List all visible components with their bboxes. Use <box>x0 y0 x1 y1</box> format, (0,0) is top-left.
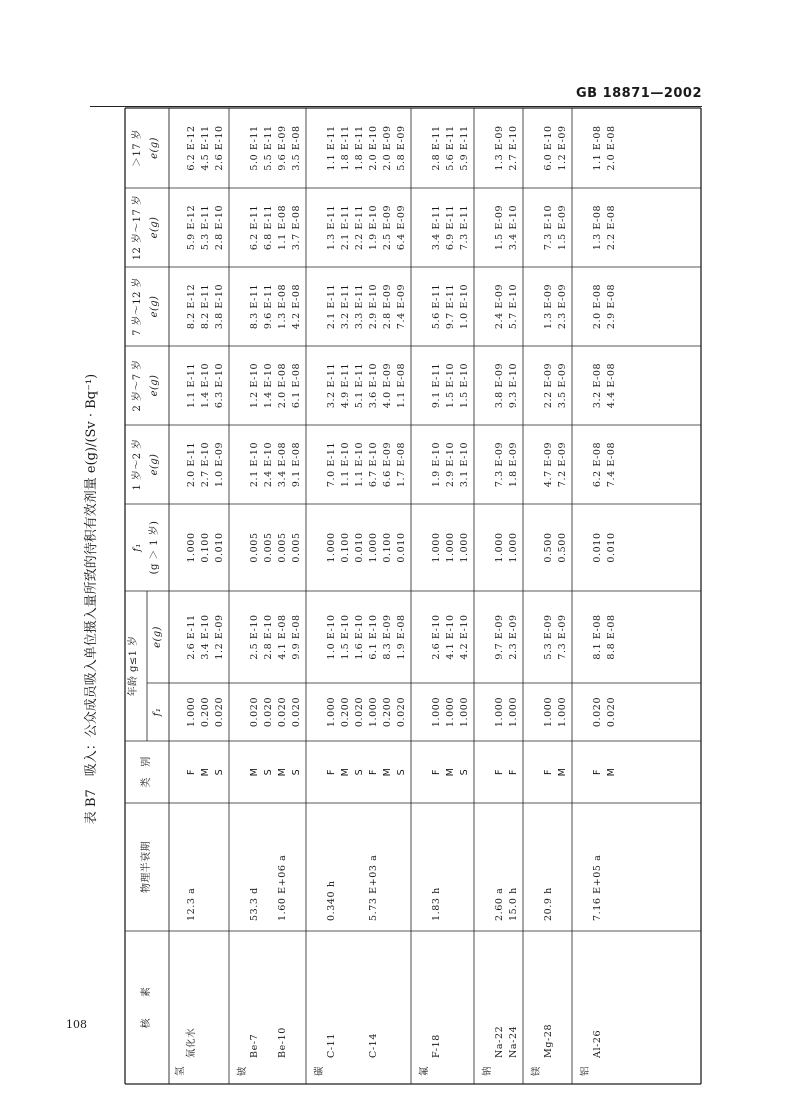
cell-half-life: 2.60 a <box>494 887 505 921</box>
header-age-12-17: 12 岁～17 岁 <box>132 194 143 261</box>
cell-f1g: 0.010 <box>354 532 365 563</box>
cell-e27: 1.5 E-10 <box>459 362 470 409</box>
cell-element: 钠 <box>482 1065 493 1076</box>
cell-category: S <box>263 768 274 776</box>
cell-e1217: 2.2 E-11 <box>354 204 365 251</box>
cell-f1: 0.020 <box>354 696 365 728</box>
cell-e27: 9.3 E-10 <box>508 362 519 409</box>
cell-e1217: 1.9 E-10 <box>368 204 379 251</box>
cell-e1217: 6.4 E-09 <box>396 204 407 251</box>
header-category: 类 别 <box>141 756 152 788</box>
cell-f1: 0.200 <box>340 696 351 728</box>
cell-e1217: 3.4 E-10 <box>508 204 519 251</box>
cell-e1217: 6.8 E-11 <box>263 204 274 251</box>
cell-f1: 0.020 <box>249 696 260 728</box>
cell-f1g: 1.000 <box>508 532 519 563</box>
cell-e1: 1.9 E-08 <box>396 614 407 660</box>
cell-e1217: 1.5 E-09 <box>494 204 505 251</box>
cell-e712: 2.8 E-09 <box>382 283 393 330</box>
cell-e1217: 7.3 E-11 <box>459 204 470 251</box>
cell-category: F <box>326 768 337 776</box>
cell-f1: 1.000 <box>368 696 379 728</box>
cell-f1: 0.200 <box>200 696 211 728</box>
cell-f1: 0.020 <box>592 696 603 728</box>
cell-e12: 7.3 E-09 <box>494 441 505 488</box>
cell-e1217: 2.5 E-09 <box>382 204 393 251</box>
cell-category: F <box>431 768 442 776</box>
cell-e12: 3.1 E-10 <box>459 441 470 488</box>
cell-e1217: 7.3 E-10 <box>543 204 554 251</box>
cell-f1g: 0.100 <box>382 532 393 563</box>
page-number: 108 <box>66 1018 87 1031</box>
cell-element: 氢 <box>175 1065 186 1076</box>
cell-e712: 1.3 E-08 <box>277 283 288 330</box>
cell-e27: 4.0 E-09 <box>382 362 393 409</box>
header-eg-12-17: e(g) <box>149 216 160 239</box>
cell-e12: 1.1 E-10 <box>354 441 365 488</box>
cell-e12: 7.0 E-11 <box>326 441 337 488</box>
cell-category: F <box>186 768 197 776</box>
header-eg-2-7: e(g) <box>149 374 160 397</box>
cell-e17: 2.8 E-11 <box>431 125 442 171</box>
cell-e12: 7.4 E-08 <box>606 441 617 488</box>
header-f1-le1: f₁ <box>152 707 163 717</box>
cell-e17: 2.0 E-10 <box>368 125 379 171</box>
cell-e12: 6.2 E-08 <box>592 441 603 488</box>
cell-f1: 1.000 <box>508 696 519 728</box>
cell-f1g: 1.000 <box>445 532 456 563</box>
cell-e1: 8.3 E-09 <box>382 614 393 660</box>
cell-e17: 2.0 E-08 <box>606 125 617 171</box>
cell-element: 铍 <box>237 1065 248 1076</box>
cell-category: M <box>382 767 393 777</box>
standard-code: GB 18871—2002 <box>575 86 702 101</box>
cell-e27: 2.0 E-08 <box>277 362 288 409</box>
cell-f1: 0.020 <box>291 696 302 728</box>
cell-e712: 5.6 E-11 <box>431 283 442 330</box>
cell-half-life: 53.3 d <box>249 887 260 921</box>
cell-e27: 1.4 E-10 <box>263 362 274 409</box>
cell-e12: 1.7 E-08 <box>396 441 407 488</box>
cell-f1g: 0.010 <box>592 532 603 563</box>
cell-f1: 0.020 <box>396 696 407 728</box>
cell-nuclide: Al-26 <box>592 1029 603 1058</box>
cell-e1: 2.6 E-11 <box>186 614 197 660</box>
cell-e712: 8.2 E-11 <box>200 283 211 330</box>
cell-e17: 5.0 E-11 <box>249 125 260 171</box>
cell-e1217: 1.5 E-09 <box>557 204 568 251</box>
cell-e1: 2.6 E-10 <box>431 614 442 660</box>
cell-e712: 7.4 E-09 <box>396 283 407 330</box>
cell-e27: 5.1 E-11 <box>354 362 365 409</box>
cell-e27: 6.3 E-10 <box>214 362 225 409</box>
cell-e17: 5.9 E-11 <box>459 125 470 171</box>
cell-category: M <box>249 767 260 777</box>
cell-e712: 3.2 E-11 <box>340 283 351 330</box>
cell-category: S <box>354 768 365 776</box>
header-eg-le1: e(g) <box>152 626 163 648</box>
cell-e1: 1.5 E-10 <box>340 614 351 660</box>
cell-e1: 9.7 E-09 <box>494 614 505 660</box>
cell-e17: 2.6 E-10 <box>214 125 225 171</box>
cell-half-life: 12.3 a <box>186 887 197 921</box>
cell-f1: 0.020 <box>263 696 274 728</box>
cell-element: 碳 <box>314 1065 325 1076</box>
cell-e17: 6.2 E-12 <box>186 125 197 171</box>
header-f1-gt1: f₁ <box>132 543 143 552</box>
cell-category: M <box>277 767 288 777</box>
cell-e27: 1.1 E-08 <box>396 362 407 409</box>
cell-f1g: 1.000 <box>368 532 379 563</box>
cell-f1: 0.020 <box>606 696 617 728</box>
header-rule <box>90 106 702 107</box>
cell-e1: 2.5 E-10 <box>249 614 260 660</box>
cell-e1217: 5.3 E-11 <box>200 204 211 251</box>
cell-f1: 1.000 <box>459 696 470 728</box>
cell-e12: 2.7 E-10 <box>200 441 211 488</box>
cell-f1g: 0.005 <box>291 532 302 563</box>
cell-nuclide: F-18 <box>431 1034 442 1058</box>
cell-e12: 6.7 E-10 <box>368 441 379 488</box>
cell-e27: 9.1 E-11 <box>431 362 442 409</box>
cell-category: S <box>214 768 225 776</box>
cell-category: F <box>368 768 379 776</box>
cell-f1: 1.000 <box>557 696 568 728</box>
cell-e12: 2.1 E-10 <box>249 441 260 488</box>
cell-e1217: 3.7 E-08 <box>291 204 302 251</box>
cell-nuclide: Be-10 <box>277 1027 288 1058</box>
cell-e1: 1.2 E-09 <box>214 614 225 660</box>
cell-e27: 3.5 E-09 <box>557 362 568 409</box>
cell-e27: 1.2 E-10 <box>249 362 260 409</box>
cell-e17: 3.5 E-08 <box>291 125 302 171</box>
header-nuclide: 核 素 <box>141 986 152 1029</box>
cell-category: M <box>557 767 568 777</box>
cell-e712: 8.3 E-11 <box>249 283 260 330</box>
cell-e712: 2.3 E-09 <box>557 283 568 330</box>
cell-f1g: 1.000 <box>459 532 470 563</box>
cell-e27: 1.1 E-11 <box>186 362 197 409</box>
cell-e1: 9.9 E-08 <box>291 614 302 660</box>
cell-f1g: 0.010 <box>606 532 617 563</box>
cell-e712: 1.3 E-09 <box>543 283 554 330</box>
header-age-le1: 年龄 g≤1 岁 <box>128 635 139 697</box>
cell-e27: 3.2 E-11 <box>326 362 337 409</box>
header-age-2-7: 2 岁～7 岁 <box>132 359 143 412</box>
cell-e1: 8.8 E-08 <box>606 614 617 660</box>
cell-e712: 8.2 E-12 <box>186 283 197 330</box>
cell-f1: 1.000 <box>494 696 505 728</box>
cell-e1: 4.1 E-10 <box>445 614 456 660</box>
cell-category: M <box>606 767 617 777</box>
header-eg-7-12: e(g) <box>149 295 160 318</box>
cell-e1217: 1.3 E-11 <box>326 204 337 251</box>
cell-e1: 6.1 E-10 <box>368 614 379 660</box>
cell-f1g: 0.100 <box>340 532 351 563</box>
cell-e1217: 2.2 E-08 <box>606 204 617 251</box>
cell-e17: 2.7 E-10 <box>508 125 519 171</box>
cell-e1: 1.0 E-10 <box>326 614 337 660</box>
cell-category: S <box>396 768 407 776</box>
cell-element: 镁 <box>531 1065 542 1076</box>
cell-e712: 2.4 E-09 <box>494 283 505 330</box>
cell-nuclide: C-11 <box>326 1033 337 1058</box>
cell-f1: 0.200 <box>382 696 393 728</box>
cell-half-life: 5.73 E+03 a <box>368 854 379 921</box>
cell-half-life: 20.9 h <box>543 887 554 921</box>
cell-e1: 8.1 E-08 <box>592 614 603 660</box>
cell-e27: 3.8 E-09 <box>494 362 505 409</box>
cell-category: M <box>445 767 456 777</box>
cell-e1217: 5.9 E-12 <box>186 204 197 251</box>
cell-nuclide: 氚化水 <box>186 1027 197 1058</box>
cell-e1217: 1.3 E-08 <box>592 204 603 251</box>
cell-e712: 3.8 E-10 <box>214 283 225 330</box>
cell-e1217: 2.8 E-10 <box>214 204 225 251</box>
cell-half-life: 15.0 h <box>508 887 519 921</box>
cell-nuclide: C-14 <box>368 1033 379 1058</box>
cell-f1: 1.000 <box>431 696 442 728</box>
cell-e712: 9.7 E-11 <box>445 283 456 330</box>
cell-e27: 4.9 E-11 <box>340 362 351 409</box>
cell-e1217: 3.4 E-11 <box>431 204 442 251</box>
cell-e712: 5.7 E-10 <box>508 283 519 330</box>
cell-e1: 7.3 E-09 <box>557 614 568 660</box>
cell-e17: 2.0 E-09 <box>382 125 393 171</box>
cell-e12: 6.6 E-09 <box>382 441 393 488</box>
cell-e27: 4.4 E-08 <box>606 362 617 409</box>
cell-e27: 6.1 E-08 <box>291 362 302 409</box>
cell-e712: 9.6 E-11 <box>263 283 274 330</box>
cell-f1g: 0.500 <box>557 532 568 563</box>
header-eg-gt17: e(g) <box>149 137 160 159</box>
cell-category: S <box>459 768 470 776</box>
cell-e12: 2.0 E-11 <box>186 441 197 488</box>
cell-e12: 1.8 E-09 <box>508 441 519 488</box>
cell-half-life: 1.83 h <box>431 887 442 921</box>
cell-category: S <box>291 768 302 776</box>
table-content <box>125 108 701 1084</box>
cell-e17: 4.5 E-11 <box>200 125 211 171</box>
cell-f1g: 0.005 <box>263 532 274 563</box>
cell-e1217: 6.9 E-11 <box>445 204 456 251</box>
cell-e27: 3.6 E-10 <box>368 362 379 409</box>
cell-e12: 1.1 E-10 <box>340 441 351 488</box>
header-age-7-12: 7 岁～12 岁 <box>132 277 143 336</box>
cell-f1: 1.000 <box>186 696 197 728</box>
cell-category: F <box>494 768 505 776</box>
cell-e12: 7.2 E-09 <box>557 441 568 488</box>
cell-element: 氟 <box>419 1065 430 1076</box>
cell-e12: 2.9 E-10 <box>445 441 456 488</box>
cell-e712: 2.1 E-11 <box>326 283 337 330</box>
cell-e12: 4.7 E-09 <box>543 441 554 488</box>
cell-e1: 4.2 E-10 <box>459 614 470 660</box>
cell-e12: 1.0 E-09 <box>214 441 225 488</box>
cell-half-life: 0.340 h <box>326 880 337 921</box>
cell-f1: 1.000 <box>326 696 337 728</box>
cell-e712: 2.9 E-08 <box>606 283 617 330</box>
cell-e1: 4.1 E-08 <box>277 614 288 660</box>
cell-half-life: 1.60 E+06 a <box>277 854 288 921</box>
cell-nuclide: Na-22 <box>494 1025 505 1058</box>
cell-e12: 1.9 E-10 <box>431 441 442 488</box>
cell-e1: 3.4 E-10 <box>200 614 211 660</box>
cell-f1: 1.000 <box>543 696 554 728</box>
cell-e12: 2.4 E-10 <box>263 441 274 488</box>
cell-e17: 1.8 E-11 <box>340 125 351 171</box>
cell-nuclide: Mg-28 <box>543 1023 554 1058</box>
cell-f1g: 1.000 <box>326 532 337 563</box>
cell-nuclide: Na-24 <box>508 1025 519 1058</box>
table-caption: 表 B7 吸入：公众成员吸入单位摄入量所致的待积有效剂量 e(g)/(Sv · Bq⁻¹) <box>84 373 99 825</box>
cell-f1g: 0.005 <box>249 532 260 563</box>
cell-e12: 9.1 E-08 <box>291 441 302 488</box>
cell-category: M <box>340 767 351 777</box>
cell-e712: 2.9 E-10 <box>368 283 379 330</box>
header-age-gt17: ＞17 岁 <box>132 129 143 167</box>
cell-f1g: 0.010 <box>214 532 225 563</box>
cell-f1g: 1.000 <box>431 532 442 563</box>
cell-e1217: 1.1 E-08 <box>277 204 288 251</box>
cell-e17: 1.8 E-11 <box>354 125 365 171</box>
cell-e12: 3.4 E-08 <box>277 441 288 488</box>
cell-category: F <box>508 768 519 776</box>
cell-e17: 5.6 E-11 <box>445 125 456 171</box>
cell-e17: 1.1 E-08 <box>592 125 603 171</box>
cell-e1217: 2.1 E-11 <box>340 204 351 251</box>
cell-e1: 5.3 E-09 <box>543 614 554 660</box>
header-eg-1-2: e(g) <box>149 453 160 476</box>
cell-f1g: 0.010 <box>396 532 407 563</box>
cell-e27: 1.4 E-10 <box>200 362 211 409</box>
cell-f1g: 0.500 <box>543 532 554 563</box>
cell-f1g: 0.100 <box>200 532 211 563</box>
header-half-life: 物理半衰期 <box>141 841 152 893</box>
header-f1-gt1-sub: (g ＞ 1 岁) <box>149 520 160 575</box>
cell-e17: 9.6 E-09 <box>277 125 288 171</box>
cell-e1: 1.6 E-10 <box>354 614 365 660</box>
cell-e17: 1.3 E-09 <box>494 125 505 171</box>
cell-nuclide: Be-7 <box>249 1033 260 1058</box>
cell-e27: 3.2 E-08 <box>592 362 603 409</box>
cell-e27: 1.5 E-10 <box>445 362 456 409</box>
cell-half-life: 7.16 E+05 a <box>592 854 603 921</box>
cell-f1g: 1.000 <box>494 532 505 563</box>
cell-e17: 5.8 E-09 <box>396 125 407 171</box>
cell-category: M <box>200 767 211 777</box>
cell-e712: 2.0 E-08 <box>592 283 603 330</box>
cell-e17: 6.0 E-10 <box>543 125 554 171</box>
cell-f1g: 1.000 <box>186 532 197 563</box>
cell-e1: 2.3 E-09 <box>508 614 519 660</box>
cell-element: 铝 <box>580 1065 591 1076</box>
cell-e712: 3.3 E-11 <box>354 283 365 330</box>
cell-e712: 4.2 E-08 <box>291 283 302 330</box>
cell-e1: 2.8 E-10 <box>263 614 274 660</box>
cell-f1: 0.020 <box>214 696 225 728</box>
cell-f1g: 0.005 <box>277 532 288 563</box>
cell-f1: 1.000 <box>445 696 456 728</box>
cell-e1217: 6.2 E-11 <box>249 204 260 251</box>
cell-e27: 2.2 E-09 <box>543 362 554 409</box>
cell-e17: 1.1 E-11 <box>326 125 337 171</box>
cell-e712: 1.0 E-10 <box>459 283 470 330</box>
cell-e17: 5.5 E-11 <box>263 125 274 171</box>
header-age-1-2: 1 岁～2 岁 <box>132 438 143 491</box>
cell-category: F <box>543 768 554 776</box>
cell-f1: 0.020 <box>277 696 288 728</box>
cell-category: F <box>592 768 603 776</box>
cell-e17: 1.2 E-09 <box>557 125 568 171</box>
